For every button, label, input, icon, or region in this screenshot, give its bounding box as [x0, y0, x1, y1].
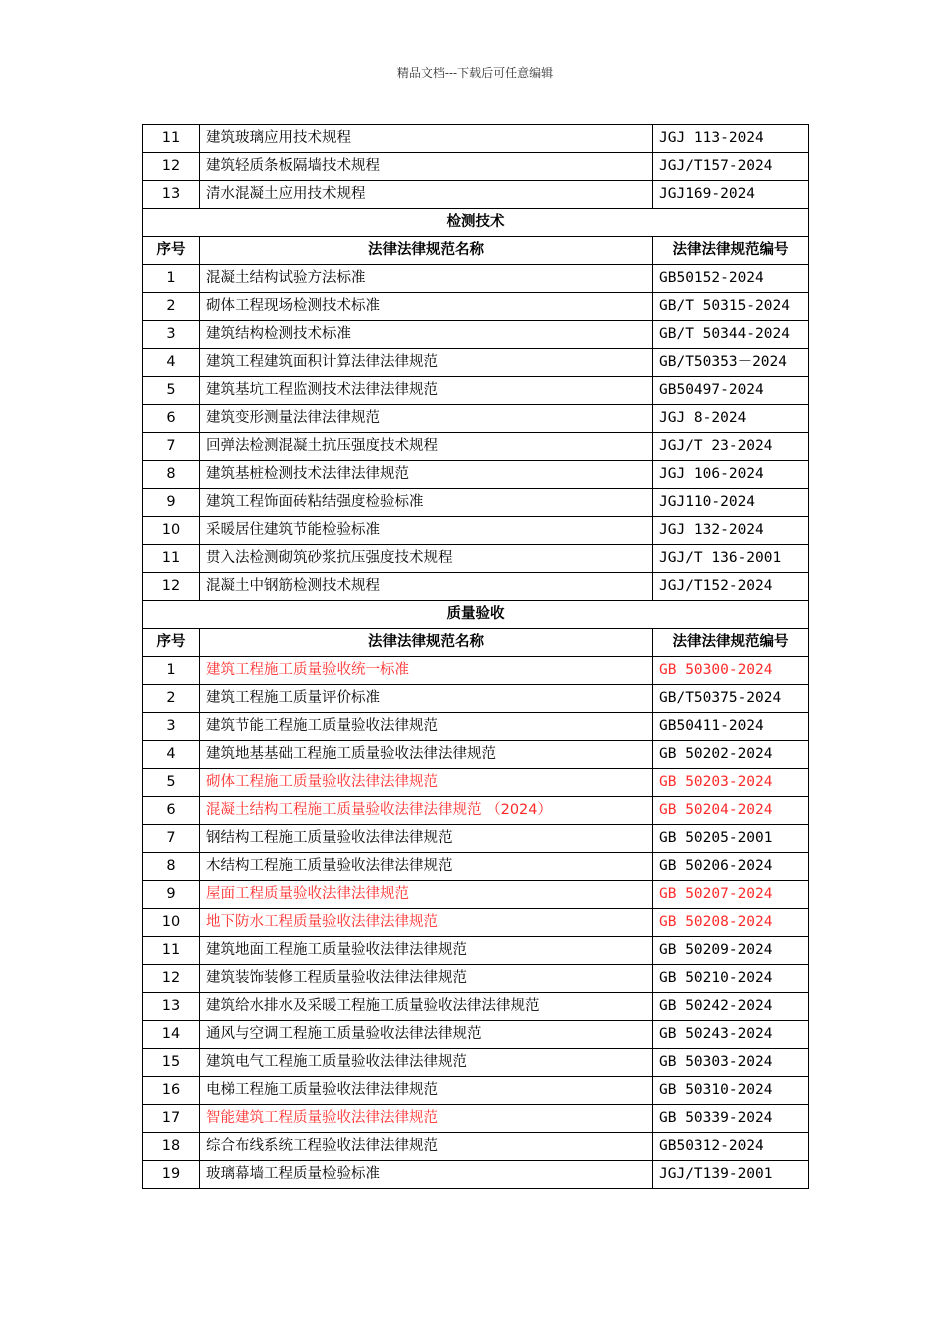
standard-code: GB/T 50344-2024 [653, 321, 809, 349]
standard-code: JGJ/T 136-2001 [653, 545, 809, 573]
column-header-name: 法律法律规范名称 [200, 629, 653, 657]
row-number: 6 [143, 405, 200, 433]
row-number: 19 [143, 1161, 200, 1189]
row-number: 13 [143, 993, 200, 1021]
table-row [143, 181, 809, 209]
standard-name: 建筑地面工程施工质量验收法律法律规范 [200, 937, 653, 965]
row-number: 16 [143, 1077, 200, 1105]
standard-code: GB 50242-2024 [653, 993, 809, 1021]
section-title: 检测技术 [143, 209, 809, 237]
table-row [143, 881, 809, 909]
row-number: 3 [143, 321, 200, 349]
table-row [143, 853, 809, 881]
standards-table [142, 124, 809, 1189]
standard-name: 建筑工程建筑面积计算法律法律规范 [200, 349, 653, 377]
standard-name: 玻璃幕墙工程质量检验标准 [200, 1161, 653, 1189]
table-row [143, 1077, 809, 1105]
standard-code: GB 50243-2024 [653, 1021, 809, 1049]
row-number: 7 [143, 433, 200, 461]
column-header-number: 序号 [143, 629, 200, 657]
table-row [143, 937, 809, 965]
standard-code: GB 50300-2024 [653, 657, 809, 685]
standard-name: 建筑节能工程施工质量验收法律规范 [200, 713, 653, 741]
row-number: 11 [143, 125, 200, 153]
table-row [143, 741, 809, 769]
standard-name: 综合布线系统工程验收法律法律规范 [200, 1133, 653, 1161]
row-number: 18 [143, 1133, 200, 1161]
table-row [143, 545, 809, 573]
standard-name: 建筑电气工程施工质量验收法律法律规范 [200, 1049, 653, 1077]
section-heading-quality [143, 601, 809, 629]
standard-code: GB 50303-2024 [653, 1049, 809, 1077]
standard-name: 砌体工程现场检测技术标准 [200, 293, 653, 321]
standard-name: 电梯工程施工质量验收法律法律规范 [200, 1077, 653, 1105]
table-row [143, 993, 809, 1021]
standard-code: GB 50203-2024 [653, 769, 809, 797]
standard-code: GB/T 50315-2024 [653, 293, 809, 321]
standard-name: 建筑变形测量法律法律规范 [200, 405, 653, 433]
row-number: 12 [143, 573, 200, 601]
table-row [143, 657, 809, 685]
standard-code: GB/T50353－2024 [653, 349, 809, 377]
standard-code: JGJ169-2024 [653, 181, 809, 209]
row-number: 2 [143, 293, 200, 321]
table-row [143, 713, 809, 741]
row-number: 15 [143, 1049, 200, 1077]
column-header-code: 法律法律规范编号 [653, 237, 809, 265]
standard-code: JGJ/T139-2001 [653, 1161, 809, 1189]
standard-name: 采暖居住建筑节能检验标准 [200, 517, 653, 545]
standard-name: 地下防水工程质量验收法律法律规范 [200, 909, 653, 937]
table-row [143, 769, 809, 797]
standard-code: JGJ 113-2024 [653, 125, 809, 153]
table-row [143, 517, 809, 545]
row-number: 10 [143, 909, 200, 937]
row-number: 17 [143, 1105, 200, 1133]
row-number: 13 [143, 181, 200, 209]
row-number: 7 [143, 825, 200, 853]
standard-code: GB 50209-2024 [653, 937, 809, 965]
table-row [143, 377, 809, 405]
table-row [143, 825, 809, 853]
standard-code: JGJ 132-2024 [653, 517, 809, 545]
row-number: 9 [143, 881, 200, 909]
standard-name: 建筑工程施工质量评价标准 [200, 685, 653, 713]
table-row [143, 461, 809, 489]
standard-name: 建筑工程施工质量验收统一标准 [200, 657, 653, 685]
standard-code: GB50152-2024 [653, 265, 809, 293]
standard-code: GB/T50375-2024 [653, 685, 809, 713]
standard-code: GB 50210-2024 [653, 965, 809, 993]
standard-name: 建筑地基基础工程施工质量验收法律法律规范 [200, 741, 653, 769]
standard-name: 建筑轻质条板隔墙技术规程 [200, 153, 653, 181]
table-row [143, 153, 809, 181]
standard-code: JGJ/T157-2024 [653, 153, 809, 181]
row-number: 14 [143, 1021, 200, 1049]
row-number: 1 [143, 265, 200, 293]
standard-code: JGJ 106-2024 [653, 461, 809, 489]
table-row [143, 909, 809, 937]
standard-code: JGJ/T152-2024 [653, 573, 809, 601]
row-number: 11 [143, 937, 200, 965]
column-header-name: 法律法律规范名称 [200, 237, 653, 265]
standard-name: 砌体工程施工质量验收法律法律规范 [200, 769, 653, 797]
standard-code: GB 50205-2001 [653, 825, 809, 853]
standard-code: GB50411-2024 [653, 713, 809, 741]
table-row [143, 489, 809, 517]
standard-name: 建筑基桩检测技术法律法律规范 [200, 461, 653, 489]
standard-code: JGJ110-2024 [653, 489, 809, 517]
standard-name: 建筑基坑工程监测技术法律法律规范 [200, 377, 653, 405]
table-row [143, 685, 809, 713]
row-number: 8 [143, 853, 200, 881]
standard-name: 混凝土结构工程施工质量验收法律法律规范 （2024） [200, 797, 653, 825]
table-row [143, 573, 809, 601]
standard-code: JGJ 8-2024 [653, 405, 809, 433]
table-row [143, 349, 809, 377]
standard-code: GB50312-2024 [653, 1133, 809, 1161]
standard-name: 混凝土结构试验方法标准 [200, 265, 653, 293]
table-row [143, 293, 809, 321]
section-heading-detection [143, 209, 809, 237]
table-row [143, 265, 809, 293]
standard-name: 混凝土中钢筋检测技术规程 [200, 573, 653, 601]
standard-name: 建筑工程饰面砖粘结强度检验标准 [200, 489, 653, 517]
column-header-row [143, 237, 809, 265]
table-row [143, 1021, 809, 1049]
table-row [143, 125, 809, 153]
standard-name: 建筑给水排水及采暖工程施工质量验收法律法律规范 [200, 993, 653, 1021]
column-header-row [143, 629, 809, 657]
row-number: 12 [143, 153, 200, 181]
table-row [143, 321, 809, 349]
standard-code: GB 50339-2024 [653, 1105, 809, 1133]
table-row [143, 1105, 809, 1133]
standard-name: 木结构工程施工质量验收法律法律规范 [200, 853, 653, 881]
page-header: 精品文档---下载后可任意编辑 [396, 66, 554, 80]
standard-name: 贯入法检测砌筑砂浆抗压强度技术规程 [200, 545, 653, 573]
row-number: 1 [143, 657, 200, 685]
row-number: 11 [143, 545, 200, 573]
standard-name: 回弹法检测混凝土抗压强度技术规程 [200, 433, 653, 461]
column-header-code: 法律法律规范编号 [653, 629, 809, 657]
table-row [143, 405, 809, 433]
row-number: 8 [143, 461, 200, 489]
row-number: 4 [143, 349, 200, 377]
row-number: 5 [143, 377, 200, 405]
standard-name: 钢结构工程施工质量验收法律法律规范 [200, 825, 653, 853]
row-number: 2 [143, 685, 200, 713]
standard-code: GB 50202-2024 [653, 741, 809, 769]
row-number: 5 [143, 769, 200, 797]
section-title: 质量验收 [143, 601, 809, 629]
row-number: 3 [143, 713, 200, 741]
row-number: 4 [143, 741, 200, 769]
standard-name: 建筑玻璃应用技术规程 [200, 125, 653, 153]
standard-code: GB50497-2024 [653, 377, 809, 405]
table-row [143, 433, 809, 461]
standard-code: GB 50204-2024 [653, 797, 809, 825]
table-row [143, 1161, 809, 1189]
standard-name: 清水混凝土应用技术规程 [200, 181, 653, 209]
standard-code: GB 50208-2024 [653, 909, 809, 937]
row-number: 9 [143, 489, 200, 517]
table-row [143, 1049, 809, 1077]
standard-code: GB 50206-2024 [653, 853, 809, 881]
standard-code: JGJ/T 23-2024 [653, 433, 809, 461]
column-header-number: 序号 [143, 237, 200, 265]
standard-name: 建筑装饰装修工程质量验收法律法律规范 [200, 965, 653, 993]
standard-name: 屋面工程质量验收法律法律规范 [200, 881, 653, 909]
table-row [143, 797, 809, 825]
row-number: 12 [143, 965, 200, 993]
row-number: 10 [143, 517, 200, 545]
standard-name: 建筑结构检测技术标准 [200, 321, 653, 349]
table-row [143, 965, 809, 993]
table-row [143, 1133, 809, 1161]
standard-code: GB 50310-2024 [653, 1077, 809, 1105]
standard-code: GB 50207-2024 [653, 881, 809, 909]
row-number: 6 [143, 797, 200, 825]
standard-name: 智能建筑工程质量验收法律法律规范 [200, 1105, 653, 1133]
standard-name: 通风与空调工程施工质量验收法律法律规范 [200, 1021, 653, 1049]
